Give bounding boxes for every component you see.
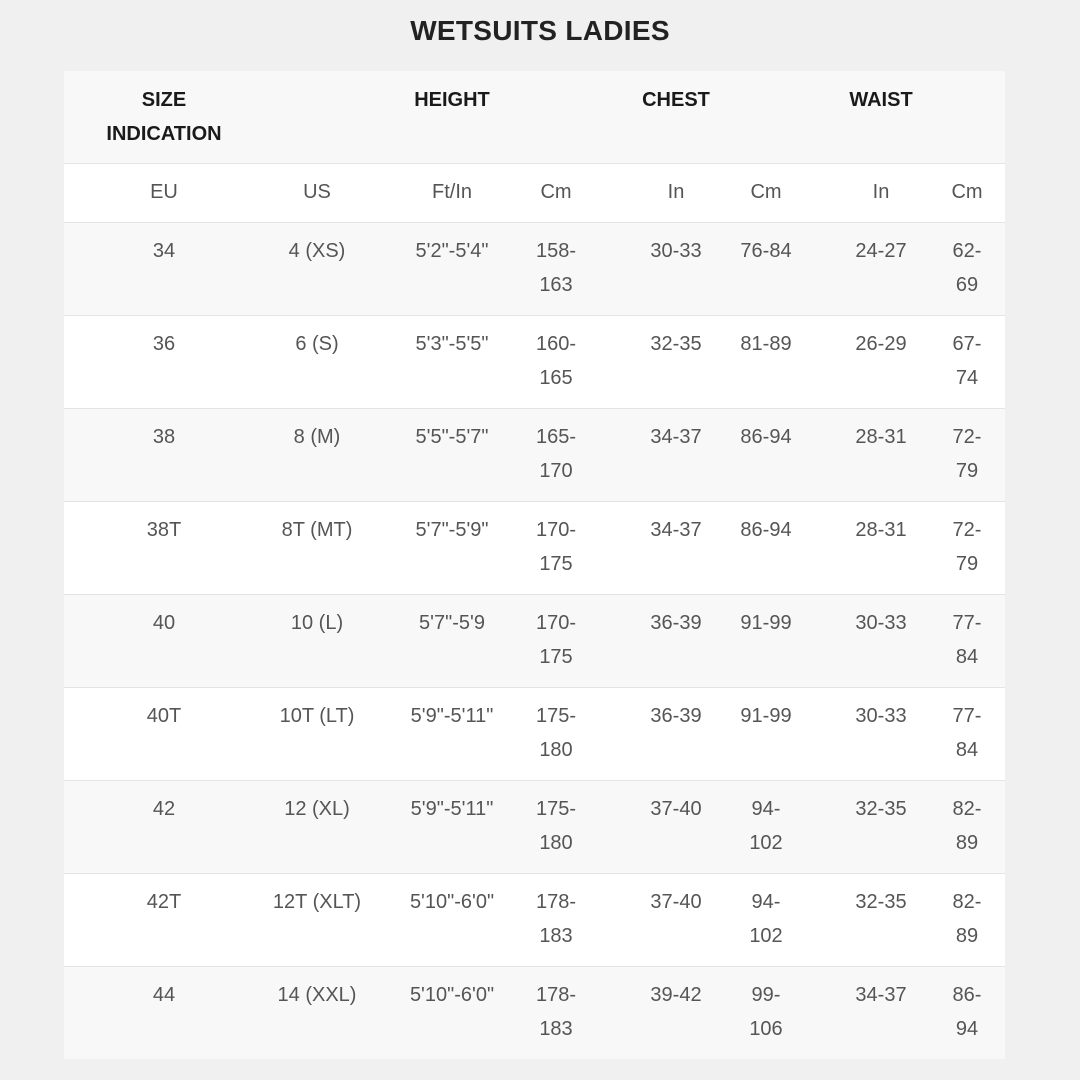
- eu-size-cell: 44: [152, 984, 176, 1006]
- unit-chest-in: In: [667, 181, 685, 203]
- table-row: [64, 502, 1005, 595]
- height-cm-cell: 160- 165: [535, 333, 577, 389]
- eu-size-cell: 38: [152, 426, 176, 448]
- table-row: [64, 595, 1005, 688]
- size-indication-header: SIZE INDICATION: [106, 89, 222, 145]
- us-size-cell: 12T (XLT): [272, 891, 362, 913]
- chest-cm-cell: 81-89: [740, 333, 792, 355]
- unit-ft-in: Ft/In: [431, 181, 472, 203]
- height-cm-cell: 178- 183: [535, 891, 577, 947]
- page-title: WETSUITS LADIES: [410, 15, 670, 46]
- us-size-cell: 12 (XL): [284, 798, 350, 820]
- waist-header: WAIST: [849, 89, 913, 111]
- height-cm-cell: 175- 180: [535, 705, 577, 761]
- chest-in-cell: 34-37: [650, 519, 702, 541]
- waist-cm-cell: 67- 74: [952, 333, 982, 389]
- table-row: [64, 874, 1005, 967]
- us-size-cell: 10 (L): [290, 612, 344, 634]
- unit-header-row: [64, 164, 1005, 223]
- waist-in-cell: 24-27: [855, 240, 907, 262]
- waist-cm-cell: 72- 79: [952, 426, 982, 482]
- height-ftin-cell: 5'3"-5'5": [415, 333, 489, 355]
- waist-cm-cell: 82- 89: [952, 891, 982, 947]
- eu-size-cell: 40: [152, 612, 176, 634]
- unit-height-cm: Cm: [540, 181, 572, 203]
- us-size-cell: 8 (M): [293, 426, 341, 448]
- eu-size-cell: 40T: [146, 705, 182, 727]
- height-ftin-cell: 5'7"-5'9": [415, 519, 489, 541]
- height-header: HEIGHT: [414, 89, 490, 111]
- table-row: [64, 409, 1005, 502]
- waist-cm-cell: 77- 84: [952, 612, 982, 668]
- waist-in-cell: 34-37: [855, 984, 907, 1006]
- eu-size-cell: 38T: [146, 519, 182, 541]
- height-ftin-cell: 5'7"-5'9: [419, 612, 485, 634]
- us-size-cell: 6 (S): [295, 333, 339, 355]
- eu-size-cell: 42T: [146, 891, 182, 913]
- chest-cm-cell: 91-99: [740, 612, 792, 634]
- waist-cm-cell: 62- 69: [952, 240, 982, 296]
- waist-in-cell: 30-33: [855, 612, 907, 634]
- height-cm-cell: 175- 180: [535, 798, 577, 854]
- unit-eu: EU: [150, 181, 178, 203]
- group-header-row: [64, 71, 1005, 164]
- chest-cm-cell: 94- 102: [749, 798, 783, 854]
- unit-waist-cm: Cm: [951, 181, 983, 203]
- chest-in-cell: 36-39: [650, 705, 702, 727]
- waist-cm-cell: 82- 89: [952, 798, 982, 854]
- waist-in-cell: 32-35: [855, 798, 907, 820]
- table-row: [64, 223, 1005, 316]
- waist-in-cell: 28-31: [855, 519, 907, 541]
- size-chart-table: [64, 71, 1005, 1059]
- table-row: [64, 316, 1005, 409]
- height-cm-cell: 158- 163: [535, 240, 577, 296]
- table-row: [64, 688, 1005, 781]
- height-ftin-cell: 5'10"-6'0": [409, 891, 495, 913]
- height-ftin-cell: 5'2"-5'4": [415, 240, 489, 262]
- waist-cm-cell: 86- 94: [952, 984, 982, 1040]
- table-row: [64, 781, 1005, 874]
- chest-cm-cell: 91-99: [740, 705, 792, 727]
- chest-in-cell: 37-40: [650, 891, 702, 913]
- unit-waist-in: In: [872, 181, 890, 203]
- size-chart-table-container: [64, 71, 1005, 1059]
- us-size-cell: 10T (LT): [279, 705, 355, 727]
- height-ftin-cell: 5'10"-6'0": [409, 984, 495, 1006]
- eu-size-cell: 36: [152, 333, 176, 355]
- waist-in-cell: 28-31: [855, 426, 907, 448]
- chest-in-cell: 30-33: [650, 240, 702, 262]
- chest-in-cell: 39-42: [650, 984, 702, 1006]
- chest-cm-cell: 99- 106: [749, 984, 783, 1040]
- height-cm-cell: 178- 183: [535, 984, 577, 1040]
- chest-cm-cell: 94- 102: [749, 891, 783, 947]
- waist-cm-cell: 72- 79: [952, 519, 982, 575]
- height-ftin-cell: 5'9"-5'11": [410, 705, 494, 727]
- height-cm-cell: 165- 170: [535, 426, 577, 482]
- waist-in-cell: 30-33: [855, 705, 907, 727]
- us-size-cell: 8T (MT): [281, 519, 353, 541]
- chest-in-cell: 34-37: [650, 426, 702, 448]
- height-cm-cell: 170- 175: [535, 612, 577, 668]
- unit-us: US: [303, 181, 331, 203]
- chest-cm-cell: 86-94: [740, 519, 792, 541]
- waist-in-cell: 26-29: [855, 333, 907, 355]
- chest-in-cell: 32-35: [650, 333, 702, 355]
- waist-in-cell: 32-35: [855, 891, 907, 913]
- eu-size-cell: 34: [152, 240, 176, 262]
- unit-chest-cm: Cm: [750, 181, 782, 203]
- height-ftin-cell: 5'9"-5'11": [410, 798, 494, 820]
- chest-in-cell: 36-39: [650, 612, 702, 634]
- chest-cm-cell: 86-94: [740, 426, 792, 448]
- chest-header: CHEST: [642, 89, 710, 111]
- height-ftin-cell: 5'5"-5'7": [415, 426, 489, 448]
- table-row: [64, 967, 1005, 1060]
- waist-cm-cell: 77- 84: [952, 705, 982, 761]
- us-size-cell: 4 (XS): [288, 240, 346, 262]
- chest-cm-cell: 76-84: [740, 240, 792, 262]
- eu-size-cell: 42: [152, 798, 176, 820]
- chest-in-cell: 37-40: [650, 798, 702, 820]
- us-size-cell: 14 (XXL): [277, 984, 357, 1006]
- height-cm-cell: 170- 175: [535, 519, 577, 575]
